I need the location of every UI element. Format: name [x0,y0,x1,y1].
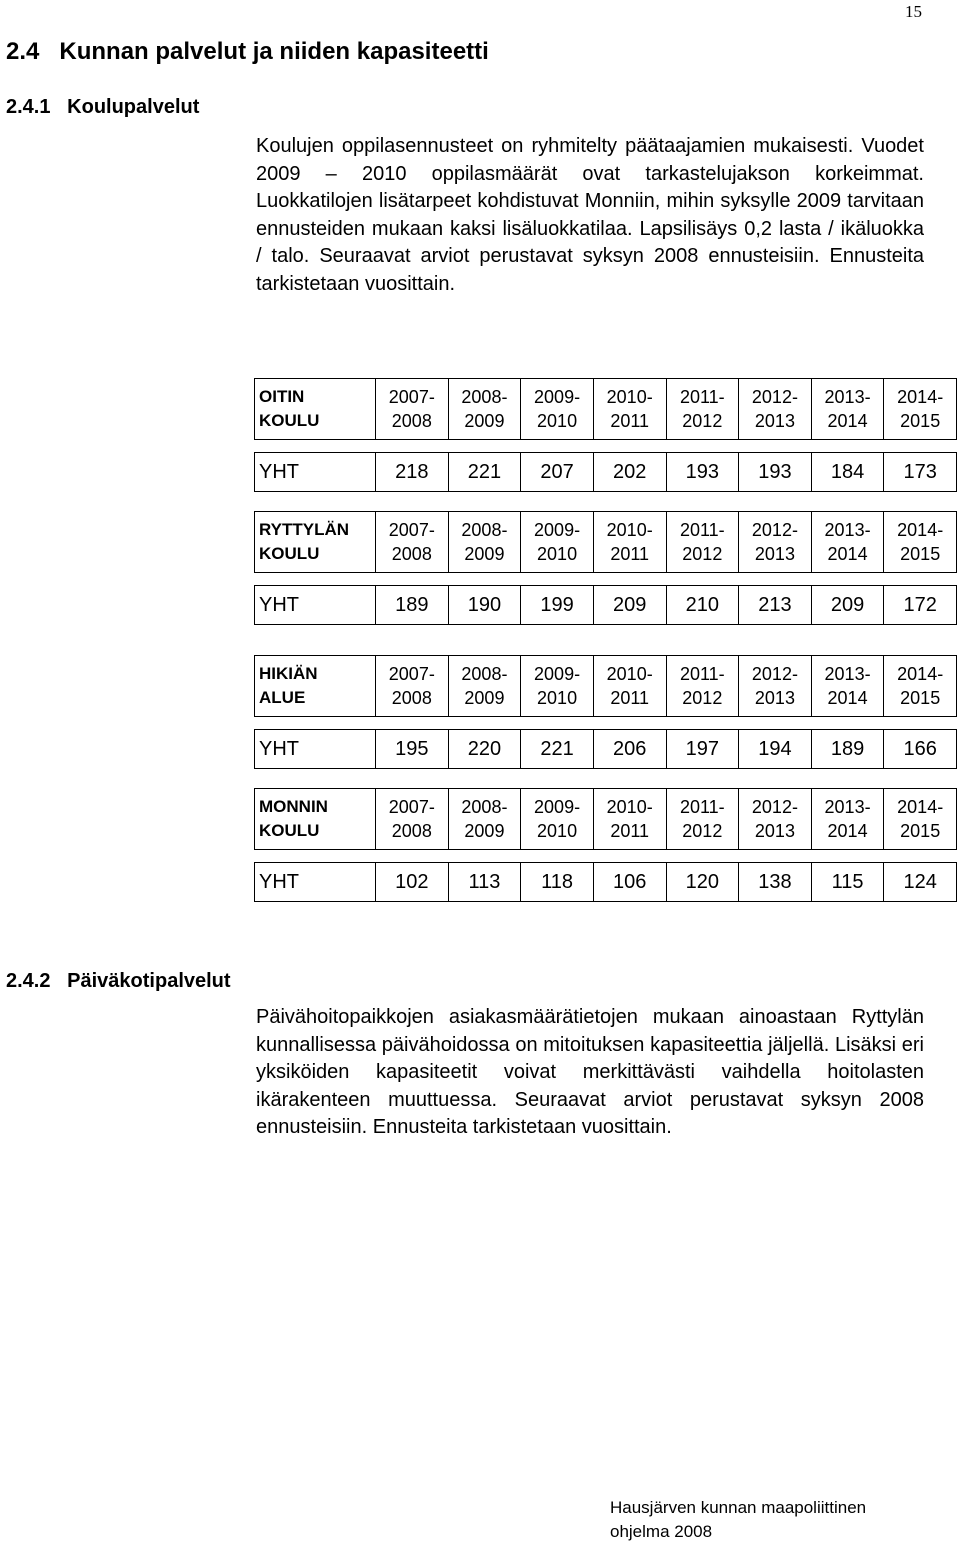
table-header-row [255,789,957,850]
daycare-paragraph: Päivähoitopaikkojen asiakasmäärätietojen mukaan ainoastaan Ryttylän kunnallisessa päivähoidossa on mitoituksen kapasiteettia jäljellä. Lisäksi eri yksiköiden kapasiteetit voivat merkittävästi vaihdella hoitolasten ikärakenteen muuttuessa. Seuraavat arviot perustavat syksyn 2008 ennusteisiin. Ennusteita tarkistetaan vuosittain. [256,1006,924,1138]
total-cell: 206 [593,730,666,769]
total-cell: 209 [811,586,884,625]
period-cell: 2011- 2012 [666,789,739,850]
total-label: YHT [255,586,376,625]
total-label: YHT [255,453,376,492]
subsection-title: Päiväkotipalvelut [67,970,231,992]
school-table-oitin [254,378,957,492]
total-row [255,730,957,769]
total-cell: 106 [593,863,666,902]
section-title: Kunnan palvelut ja niiden kapasiteetti [59,38,489,65]
table-header-row [255,656,957,717]
total-cell: 207 [521,453,594,492]
total-cell: 124 [884,863,957,902]
period-cell: 2011- 2012 [666,512,739,573]
total-cell: 172 [884,586,957,625]
table-header-row [255,379,957,440]
total-cell: 189 [811,730,884,769]
period-cell: 2009- 2010 [521,789,594,850]
subsection-title: Koulupalvelut [67,96,200,118]
period-cell: 2013- 2014 [811,789,884,850]
period-cell: 2007- 2008 [376,789,449,850]
total-cell: 189 [376,586,449,625]
school-name: OITIN KOULU [255,379,376,440]
total-row [255,586,957,625]
period-cell: 2011- 2012 [666,379,739,440]
period-cell: 2007- 2008 [376,379,449,440]
total-cell: 213 [739,586,812,625]
total-cell: 209 [593,586,666,625]
schools-paragraph: Koulujen oppilasennusteet on ryhmitelty päätaajamien mukaisesti. Vuodet 2009 – 2010 oppilasmäärät ovat tarkastelujakson korkeimmat. Luokkatilojen lisätarpeet kohdistuvat Monniin, mihin syksylle 2009 tarvitaan ennusteiden mukaan kaksi lisäluokkatilaa. Lapsilisäys 0,2 lasta / ikäluokka / talo. Seuraavat arviot perustavat syksyn 2008 ennusteisiin. Ennusteita tarkistetaan vuosittain. [256,135,924,295]
total-cell: 193 [739,453,812,492]
total-cell: 195 [376,730,449,769]
total-row [255,863,957,902]
period-cell: 2008- 2009 [448,656,521,717]
period-cell: 2013- 2014 [811,656,884,717]
total-cell: 221 [448,453,521,492]
total-cell: 115 [811,863,884,902]
period-cell: 2012- 2013 [739,512,812,573]
total-cell: 193 [666,453,739,492]
subsection-number: 2.4.2 [6,970,51,992]
total-cell: 199 [521,586,594,625]
page-footer [610,1496,866,1544]
period-cell: 2007- 2008 [376,656,449,717]
school-table-monni [254,788,957,902]
school-name: HIKIÄN ALUE [255,656,376,717]
period-cell: 2010- 2011 [593,656,666,717]
period-cell: 2008- 2009 [448,789,521,850]
total-cell: 138 [739,863,812,902]
total-cell: 190 [448,586,521,625]
period-cell: 2013- 2014 [811,379,884,440]
section-number: 2.4 [6,38,40,65]
period-cell: 2010- 2011 [593,512,666,573]
page-number: 15 [905,2,922,21]
period-cell: 2008- 2009 [448,512,521,573]
total-cell: 184 [811,453,884,492]
total-cell: 221 [521,730,594,769]
subsection-heading-daycare [6,970,231,993]
period-cell: 2011- 2012 [666,656,739,717]
total-cell: 202 [593,453,666,492]
total-cell: 210 [666,586,739,625]
total-cell: 102 [376,863,449,902]
total-cell: 113 [448,863,521,902]
total-cell: 173 [884,453,957,492]
period-cell: 2007- 2008 [376,512,449,573]
section-heading [6,38,489,66]
total-label: YHT [255,730,376,769]
subsection-heading-schools [6,96,199,119]
total-cell: 120 [666,863,739,902]
table-header-row [255,512,957,573]
total-cell: 218 [376,453,449,492]
period-cell: 2012- 2013 [739,789,812,850]
school-name: RYTTYLÄN KOULU [255,512,376,573]
school-name: MONNIN KOULU [255,789,376,850]
footer-line: ohjelma 2008 [610,1522,713,1541]
school-table-ryttyla [254,511,957,625]
subsection-number: 2.4.1 [6,96,51,118]
school-table-hikia [254,655,957,769]
total-label: YHT [255,863,376,902]
total-row [255,453,957,492]
total-cell: 118 [521,863,594,902]
period-cell: 2009- 2010 [521,512,594,573]
period-cell: 2014- 2015 [884,656,957,717]
total-cell: 194 [739,730,812,769]
total-cell: 197 [666,730,739,769]
period-cell: 2014- 2015 [884,512,957,573]
period-cell: 2014- 2015 [884,789,957,850]
period-cell: 2014- 2015 [884,379,957,440]
period-cell: 2012- 2013 [739,656,812,717]
period-cell: 2012- 2013 [739,379,812,440]
period-cell: 2010- 2011 [593,379,666,440]
total-cell: 166 [884,730,957,769]
footer-line: Hausjärven kunnan maapoliittinen [610,1498,867,1517]
total-cell: 220 [448,730,521,769]
period-cell: 2013- 2014 [811,512,884,573]
period-cell: 2009- 2010 [521,379,594,440]
period-cell: 2010- 2011 [593,789,666,850]
period-cell: 2008- 2009 [448,379,521,440]
period-cell: 2009- 2010 [521,656,594,717]
